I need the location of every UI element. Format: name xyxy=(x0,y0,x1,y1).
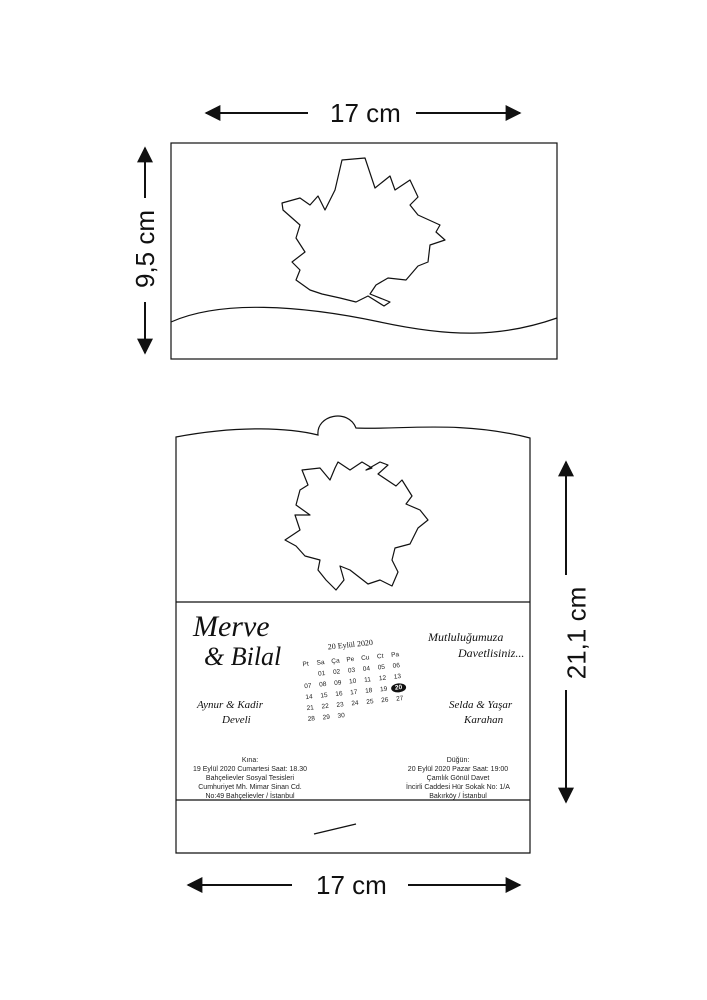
calendar-day: 02 xyxy=(332,668,341,677)
calendar-day: 16 xyxy=(334,690,343,699)
calendar-day: 08 xyxy=(318,680,327,689)
calendar-day: 14 xyxy=(305,693,314,702)
calendar-weekday: Ça xyxy=(331,657,340,666)
dugun-title: Düğün: xyxy=(446,757,470,764)
message-line1: Mutluluğumuza xyxy=(428,630,504,644)
calendar-day: 01 xyxy=(317,669,326,678)
calendar-weekday: Pe xyxy=(346,655,355,664)
dugun-line4: Bakırköy / İstanbul xyxy=(429,793,487,800)
calendar-day xyxy=(363,708,379,719)
dugun-line3: İncirli Caddesi Hür Sokak No: 1/A xyxy=(406,784,510,791)
calendar-day: 12 xyxy=(378,674,387,683)
left-parents-names: Aynur & Kadir xyxy=(197,699,264,711)
calendar-day: 21 xyxy=(306,704,315,713)
top-height-label: 9,5 cm xyxy=(132,206,158,292)
calendar-day-highlight: 20 xyxy=(391,683,407,694)
calendar-weekday: Cu xyxy=(360,654,370,663)
calendar-day: 29 xyxy=(322,713,331,722)
kina-title: Kına: xyxy=(241,757,259,764)
calendar-day: 27 xyxy=(395,694,404,703)
calendar-day: 30 xyxy=(337,712,346,720)
calendar-day: 24 xyxy=(351,699,359,708)
calendar-day: 18 xyxy=(364,687,373,695)
calendar-day xyxy=(348,709,364,720)
calendar-day: 26 xyxy=(380,696,389,705)
calendar-day: 06 xyxy=(392,662,401,670)
bottom-maple-leaf-icon xyxy=(285,462,428,590)
calendar-day: 10 xyxy=(348,677,357,686)
calendar-day xyxy=(378,706,394,717)
calendar-day: 11 xyxy=(363,676,372,684)
kina-line3: Cumhuriyet Mh. Mimar Sinan Cd. xyxy=(198,784,302,791)
calendar-day: 03 xyxy=(347,666,356,675)
calendar-day: 28 xyxy=(307,715,316,724)
calendar-day: 04 xyxy=(362,665,371,673)
kina-block xyxy=(190,756,310,801)
message-line2: Davetlisiniz... xyxy=(458,646,525,660)
calendar-weekday: Pa xyxy=(390,651,400,659)
calendar-day: 15 xyxy=(320,691,328,700)
kina-line2: Bahçelievler Sosyal Tesisleri xyxy=(205,775,295,782)
calendar-day: 13 xyxy=(393,673,402,681)
calendar-day xyxy=(393,705,409,716)
calendar-day: 09 xyxy=(333,679,342,688)
top-envelope xyxy=(171,143,557,359)
calendar-day: 23 xyxy=(336,701,345,709)
calendar-grid xyxy=(298,649,412,724)
calendar-day: 05 xyxy=(377,663,386,672)
calendar-weekday: Ct xyxy=(376,652,384,661)
bottom-height-label: 21,1 cm xyxy=(563,583,589,684)
bottom-width-label: 17 cm xyxy=(312,872,391,898)
dugun-line1: 20 Eylül 2020 Pazar Saat: 19:00 xyxy=(407,766,509,773)
calendar-weekday: Pt xyxy=(302,660,310,669)
left-parents-surname: Develi xyxy=(222,714,251,726)
calendar-day: 22 xyxy=(321,702,330,711)
calendar-day: 19 xyxy=(379,685,388,694)
right-parents-surname: Karahan xyxy=(464,714,504,726)
top-wave-line xyxy=(171,307,557,333)
calendar-day: 17 xyxy=(349,688,358,697)
top-width-label: 17 cm xyxy=(326,100,405,126)
calendar-day xyxy=(299,670,315,681)
wedding-calendar xyxy=(296,635,412,725)
slot-line xyxy=(314,824,356,834)
top-maple-leaf-icon xyxy=(282,158,445,306)
couple-name-second: & Bilal xyxy=(204,642,282,671)
calendar-day: 25 xyxy=(365,698,374,706)
right-parents-names: Selda & Yaşar xyxy=(449,699,513,711)
couple-name-first: Merve xyxy=(193,610,270,643)
dugun-block xyxy=(398,756,518,801)
calendar-weekday: Sa xyxy=(316,659,325,667)
calendar-day: 07 xyxy=(303,682,312,691)
dugun-line2: Çamlık Gönül Davet xyxy=(426,775,490,782)
calendar-title: 20 Eylül 2020 xyxy=(327,637,374,652)
kina-line4: No:49 Bahçelievler / İstanbul xyxy=(205,793,295,800)
kina-line1: 19 Eylül 2020 Cumartesi Saat: 18.30 xyxy=(192,766,307,773)
